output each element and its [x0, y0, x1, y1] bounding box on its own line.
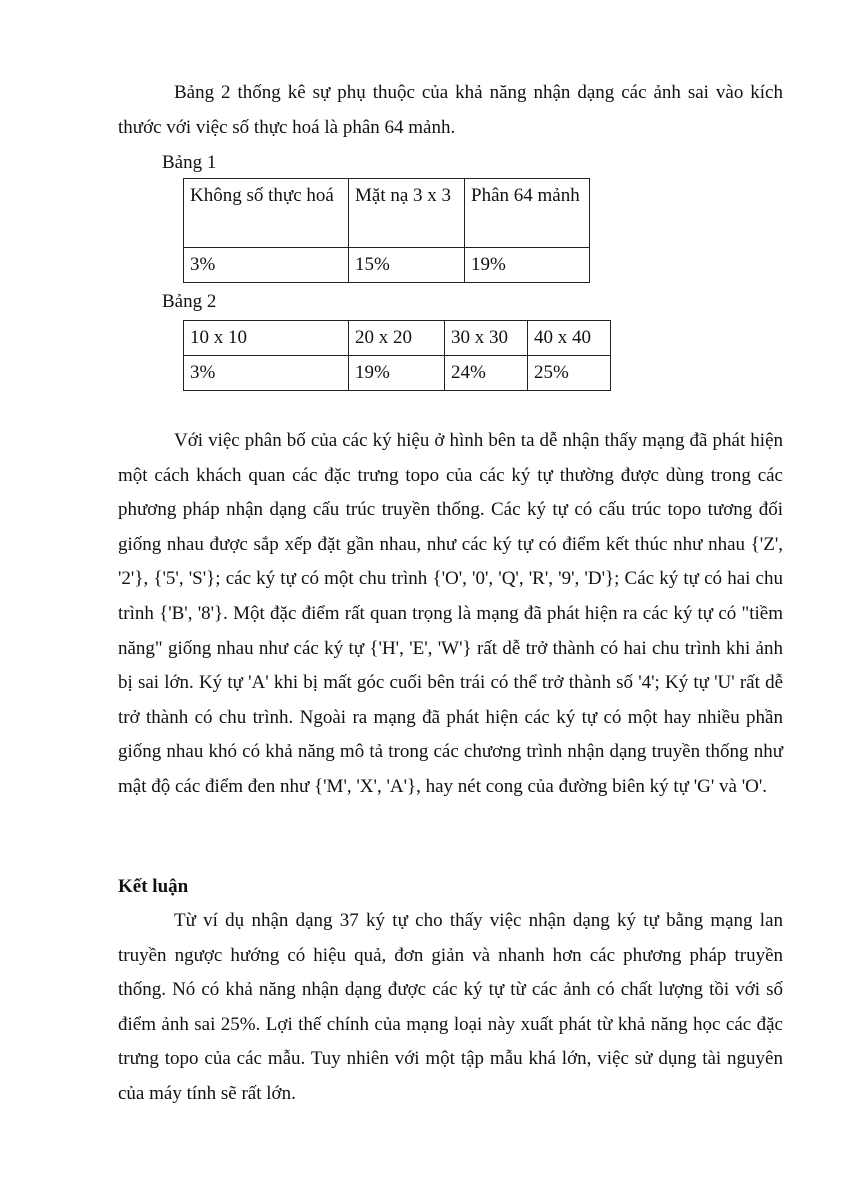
table-cell: 19% [465, 248, 590, 283]
table-cell: Mặt nạ 3 x 3 [349, 179, 465, 248]
table-row [184, 356, 611, 391]
table-cell: 24% [445, 356, 528, 391]
conclusion-heading: Kết luận [118, 876, 189, 897]
table-cell: 30 x 30 [445, 321, 528, 356]
table-cell: 20 x 20 [349, 321, 445, 356]
table-1 [183, 178, 590, 283]
table-cell: Không số thực hoá [184, 179, 349, 248]
table2-caption: Bảng 2 [162, 291, 217, 312]
table-cell: 40 x 40 [528, 321, 611, 356]
table-cell: Phân 64 mảnh [465, 179, 590, 248]
table-row [184, 321, 611, 356]
analysis-paragraph: Với việc phân bố của các ký hiệu ở hình bên ta dễ nhận thấy mạng đã phát hiện một cách khách quan các đặc trưng topo của các ký tự thường được dùng trong các phương pháp nhận dạng cấu trúc truyền thống. Các ký tự có cấu trúc topo tương đối giống nhau được sắp xếp đặt gần nhau, như các ký tự có điểm kết thúc như nhau {'Z', '2'}, {'5', 'S'}; các ký tự có một chu trình {'O', '0', 'Q', 'R', '9', 'D'}; Các ký tự có hai chu trình {'B', '8'}. Một đặc điểm rất quan trọng là mạng đã phát hiện ra các ký tự có "tiềm năng" giống nhau như các ký tự {'H', 'E', 'W'} rất dễ trở thành có hai chu trình khi ảnh bị sai lớn. Ký tự 'A' khi bị mất góc cuối bên trái có thể trở thành số '4'; Ký tự 'U' rất dễ trở thành có chu trình. Ngoài ra mạng đã phát hiện các ký tự có một hay nhiều phần giống nhau khó có khả năng mô tả trong các chương trình nhận dạng truyền thống như mật độ các điểm đen như {'M', 'X', 'A'}, hay nét cong của đường biên ký tự 'G' và 'O'. [118, 430, 783, 797]
table1-caption: Bảng 1 [162, 152, 217, 173]
table-cell: 3% [184, 248, 349, 283]
conclusion-paragraph: Từ ví dụ nhận dạng 37 ký tự cho thấy việc nhận dạng ký tự bằng mạng lan truyền ngược hướng có hiệu quả, đơn giản và nhanh hơn các phương pháp truyền thống. Nó có khả năng nhận dạng được các ký tự từ các ảnh có chất lượng tồi với số điểm ảnh sai 25%. Lợi thế chính của mạng loại này xuất phát từ khả năng học các đặc trưng topo của các mẫu. Tuy nhiên với một tập mẫu khá lớn, việc sử dụng tài nguyên của máy tính sẽ rất lớn. [118, 910, 783, 1104]
table-2 [183, 320, 611, 391]
table-cell: 15% [349, 248, 465, 283]
table-cell: 25% [528, 356, 611, 391]
table-cell: 3% [184, 356, 349, 391]
intro-paragraph: Bảng 2 thống kê sự phụ thuộc của khả năng nhận dạng các ảnh sai vào kích thước với việc số thực hoá là phân 64 mảnh. [118, 82, 783, 138]
table-row [184, 179, 590, 248]
table-cell: 10 x 10 [184, 321, 349, 356]
table-cell: 19% [349, 356, 445, 391]
table-row [184, 248, 590, 283]
